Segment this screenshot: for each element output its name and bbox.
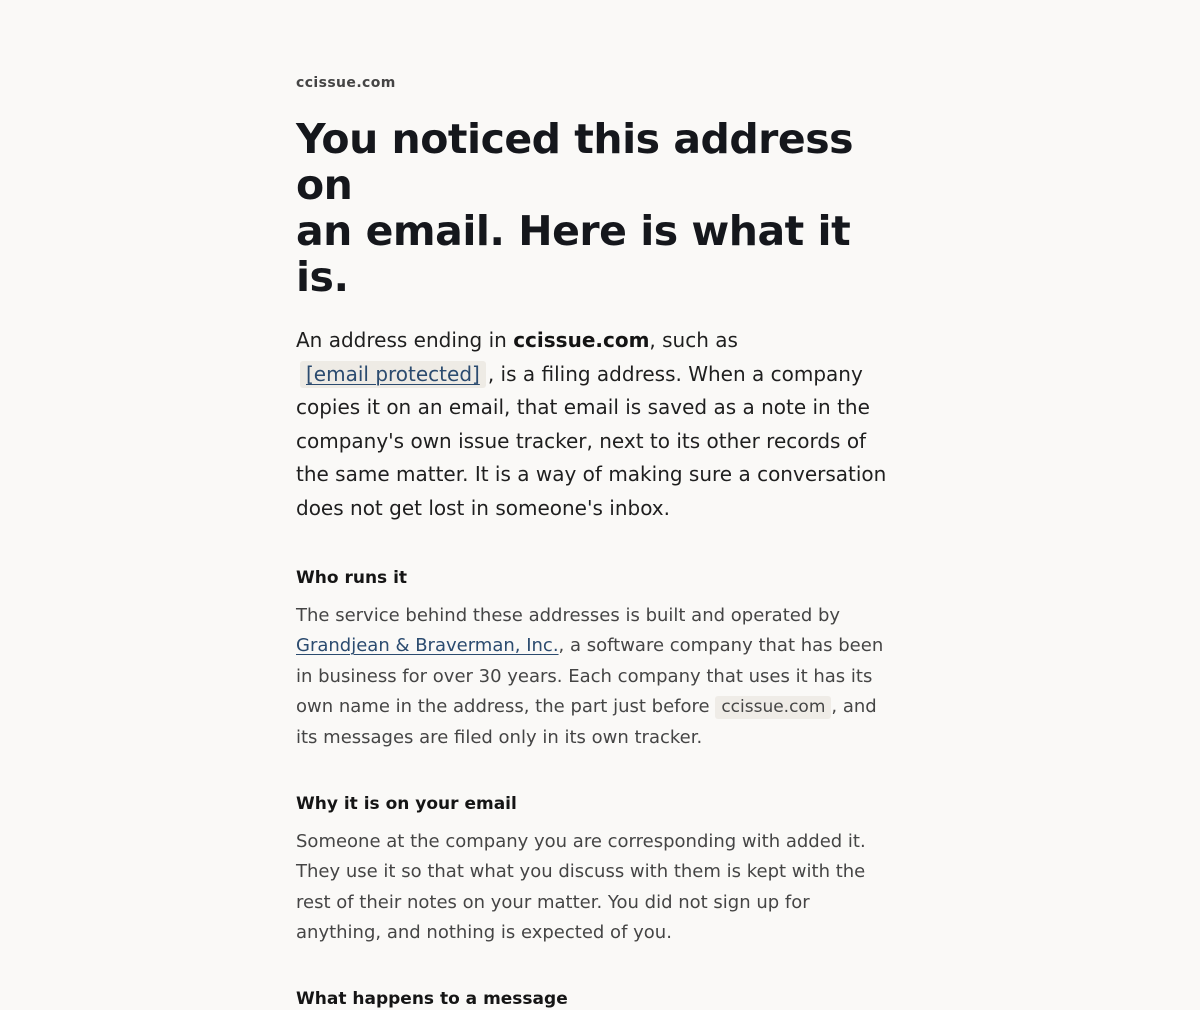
site-name: ccissue.com — [296, 75, 396, 91]
section-why-on-email — [296, 793, 896, 949]
company-link[interactable]: Grandjean & Braverman, Inc. — [296, 635, 559, 657]
section-heading: Who runs it — [296, 567, 408, 588]
section-heading: Why it is on your email — [296, 793, 517, 814]
intro-text-2: , such as — [649, 328, 738, 352]
section-who-runs-it — [296, 567, 896, 754]
section-what-happens — [296, 988, 896, 1010]
page-title-line-2: an email. Here is what it is. — [296, 207, 851, 301]
section-body: Someone at the company you are corresponding with added it. They use it so that what you discuss with them is kept with the rest of their notes on your matter. You did not sign up for anything, and nothing is expected of you. — [296, 830, 866, 944]
page-content — [296, 0, 896, 1010]
page-title-line-1: You noticed this address on — [296, 115, 854, 209]
section-heading: What happens to a message — [296, 988, 568, 1009]
example-email-link[interactable]: [email protected] — [306, 361, 480, 386]
intro-text-1: An address ending in — [296, 328, 514, 352]
intro-paragraph — [296, 324, 896, 526]
example-address-chip — [300, 361, 486, 388]
section-text-3: , and its messages are filed only in its own tracker. — [296, 696, 877, 748]
section-body — [296, 601, 896, 754]
section-text-2: , a software company that has been in business for over 30 years. Each company that uses it has its own name in the address, the part just before — [296, 635, 884, 718]
intro-domain: ccissue.com — [513, 328, 650, 352]
page-title — [296, 116, 896, 300]
intro-text-3: , is a filing address. When a company copies it on an email, that email is saved as a note in the company's own issue tracker, next to its other records of the same matter. It is a way of making sure a conversation does not get lost in someone's inbox. — [296, 361, 887, 520]
section-text-1: The service behind these addresses is built and operated by — [296, 604, 841, 626]
domain-code-chip: ccissue.com — [715, 696, 831, 719]
